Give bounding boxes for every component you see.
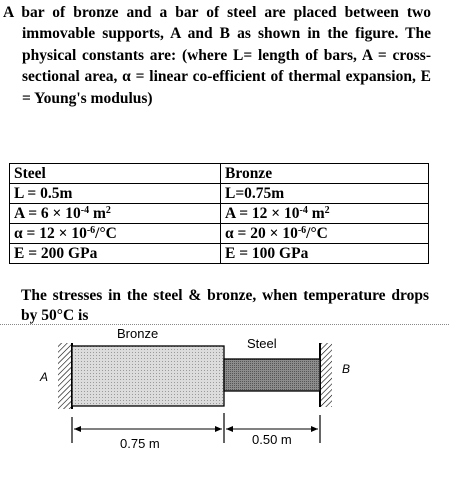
question-closing: The stresses in the steel & bronze, when temperature drops by 50°C is xyxy=(21,287,429,324)
header-steel: Steel xyxy=(10,164,221,184)
bar-figure xyxy=(0,325,449,494)
question-text xyxy=(3,2,431,109)
steel-area: $A = 6 \times 10^{-4}$ $m^2$ xyxy=(10,204,221,224)
bronze-modulus: E = 100 GPa xyxy=(221,244,429,264)
header-bronze: Bronze xyxy=(221,164,429,184)
table-row xyxy=(10,184,429,204)
bronze-length: L=0.75m xyxy=(221,184,429,204)
support-a-hatch xyxy=(58,343,72,409)
steel-bar xyxy=(224,359,320,391)
bronze-bar xyxy=(72,346,224,406)
steel-alpha: $\alpha = 12 \times 10^{-6}/^\circ C$ xyxy=(10,224,221,244)
support-a-label: A xyxy=(40,370,49,384)
table-row xyxy=(10,244,429,264)
table-row xyxy=(10,224,429,244)
steel-label: Steel xyxy=(247,336,277,351)
question-intro: A bar of bronze and a bar of steel are placed between two immovable supports, A and B as shown in the figure. The physical constants are: (where L= length of bars, A = cross-sectional area, α = linear co-efficient of thermal expansion, E = Young's modulus) xyxy=(3,4,431,107)
steel-modulus: E = 200 GPa xyxy=(10,244,221,264)
table-header-row xyxy=(10,164,429,184)
dim-bronze-label: 0.75 m xyxy=(120,436,160,451)
bronze-area: $A = 12 \times 10^{-4}$ $m^2$ xyxy=(221,204,429,224)
bronze-label: Bronze xyxy=(117,326,159,341)
bronze-alpha: $\alpha = 20 \times 10^{-6}/^\circ C$ xyxy=(221,224,429,244)
support-b-label: B xyxy=(342,362,351,376)
dim-steel-label: 0.50 m xyxy=(252,432,292,447)
steel-length: L = 0.5m xyxy=(10,184,221,204)
properties-table xyxy=(9,163,429,264)
table-row xyxy=(10,204,429,224)
support-b-hatch xyxy=(320,343,332,407)
